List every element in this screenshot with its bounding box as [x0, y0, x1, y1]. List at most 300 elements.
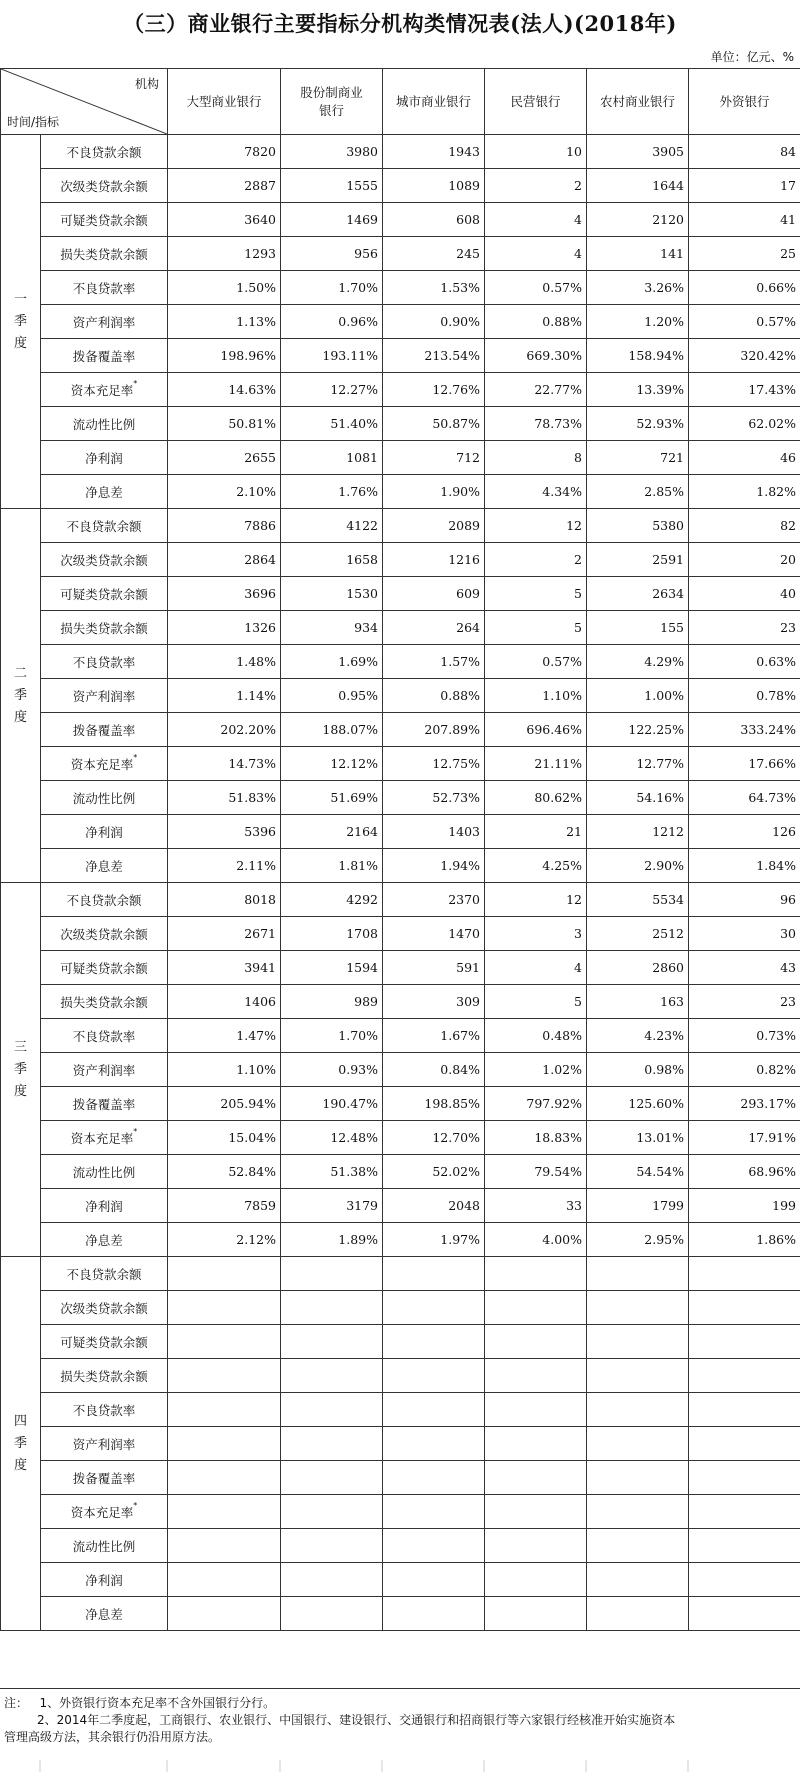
value-cell-foreign-banks: 1.82% [689, 475, 800, 509]
indicator-label: 资本充足率 [70, 382, 134, 398]
table-row [1, 1597, 800, 1631]
value-cell-city-banks [383, 1393, 485, 1427]
value-cell-rural-banks [587, 1563, 689, 1597]
value-cell-city-banks: 609 [383, 577, 485, 611]
column-header-city-banks: 城市商业银行 [383, 69, 485, 135]
indicator-label: 净息差 [85, 1606, 123, 1622]
value-cell-private-banks: 4 [485, 951, 587, 985]
indicator-label: 净利润 [85, 1198, 123, 1214]
indicator-label: 损失类贷款余额 [60, 1368, 148, 1384]
value-cell-city-banks: 264 [383, 611, 485, 645]
value-cell-private-banks: 78.73% [485, 407, 587, 441]
value-cell-joint-stock-banks: 1708 [281, 917, 383, 951]
value-cell-private-banks: 696.46% [485, 713, 587, 747]
value-cell-large-banks: 51.83% [168, 781, 281, 815]
value-cell-rural-banks [587, 1427, 689, 1461]
value-cell-private-banks: 18.83% [485, 1121, 587, 1155]
value-cell-joint-stock-banks [281, 1325, 383, 1359]
indicator-label: 净利润 [85, 450, 123, 466]
value-cell-large-banks [168, 1597, 281, 1631]
value-cell-joint-stock-banks: 1555 [281, 169, 383, 203]
value-cell-private-banks: 12 [485, 883, 587, 917]
value-cell-joint-stock-banks: 1.69% [281, 645, 383, 679]
value-cell-large-banks: 1.48% [168, 645, 281, 679]
indicator-label-cell [41, 135, 168, 169]
value-cell-city-banks: 309 [383, 985, 485, 1019]
table-row [1, 1427, 800, 1461]
value-cell-private-banks [485, 1359, 587, 1393]
value-cell-foreign-banks [689, 1495, 800, 1529]
indicator-label: 可疑类贷款余额 [60, 212, 148, 228]
value-cell-city-banks: 1.67% [383, 1019, 485, 1053]
value-cell-foreign-banks: 17.43% [689, 373, 800, 407]
value-cell-rural-banks: 3905 [587, 135, 689, 169]
value-cell-city-banks: 608 [383, 203, 485, 237]
value-cell-foreign-banks: 82 [689, 509, 800, 543]
value-cell-city-banks: 198.85% [383, 1087, 485, 1121]
value-cell-private-banks: 33 [485, 1189, 587, 1223]
indicator-label-cell [41, 1461, 168, 1495]
value-cell-private-banks: 0.88% [485, 305, 587, 339]
value-cell-joint-stock-banks: 989 [281, 985, 383, 1019]
table-row [1, 1019, 800, 1053]
value-cell-joint-stock-banks: 4122 [281, 509, 383, 543]
indicator-label-cell [41, 1495, 168, 1529]
indicator-label: 拨备覆盖率 [72, 722, 136, 738]
indicator-label-cell [41, 237, 168, 271]
value-cell-joint-stock-banks: 188.07% [281, 713, 383, 747]
value-cell-private-banks: 5 [485, 611, 587, 645]
indicator-label-cell [41, 951, 168, 985]
value-cell-private-banks: 5 [485, 985, 587, 1019]
value-cell-joint-stock-banks: 3179 [281, 1189, 383, 1223]
value-cell-private-banks: 5 [485, 577, 587, 611]
indicator-label-cell [41, 271, 168, 305]
indicator-label-cell [41, 645, 168, 679]
indicator-label: 拨备覆盖率 [72, 348, 136, 364]
value-cell-city-banks [383, 1257, 485, 1291]
value-cell-private-banks: 2 [485, 543, 587, 577]
value-cell-joint-stock-banks: 12.12% [281, 747, 383, 781]
indicator-label: 不良贷款余额 [66, 144, 142, 160]
indicator-label-cell [41, 1121, 168, 1155]
column-header-foreign-banks: 外资银行 [689, 69, 800, 135]
indicator-label: 可疑类贷款余额 [60, 960, 148, 976]
value-cell-large-banks [168, 1461, 281, 1495]
value-cell-rural-banks: 2591 [587, 543, 689, 577]
value-cell-foreign-banks: 333.24% [689, 713, 800, 747]
value-cell-private-banks: 797.92% [485, 1087, 587, 1121]
value-cell-rural-banks: 1.00% [587, 679, 689, 713]
value-cell-joint-stock-banks [281, 1291, 383, 1325]
value-cell-foreign-banks: 20 [689, 543, 800, 577]
indicator-label: 净息差 [85, 858, 123, 874]
value-cell-joint-stock-banks: 1081 [281, 441, 383, 475]
indicator-label-cell [41, 1155, 168, 1189]
table-row [1, 1325, 800, 1359]
table-row [1, 1563, 800, 1597]
value-cell-city-banks: 0.90% [383, 305, 485, 339]
quarter-label-char: 一 [13, 291, 27, 307]
value-cell-joint-stock-banks [281, 1461, 383, 1495]
value-cell-foreign-banks: 17.66% [689, 747, 800, 781]
value-cell-foreign-banks: 17.91% [689, 1121, 800, 1155]
value-cell-city-banks: 213.54% [383, 339, 485, 373]
value-cell-large-banks: 52.84% [168, 1155, 281, 1189]
value-cell-joint-stock-banks [281, 1393, 383, 1427]
quarter-label-cell [1, 135, 41, 509]
value-cell-rural-banks: 3.26% [587, 271, 689, 305]
indicator-label: 损失类贷款余额 [60, 994, 148, 1010]
value-cell-private-banks [485, 1495, 587, 1529]
value-cell-foreign-banks: 0.66% [689, 271, 800, 305]
value-cell-foreign-banks: 84 [689, 135, 800, 169]
value-cell-city-banks: 12.75% [383, 747, 485, 781]
indicator-label: 资产利润率 [72, 1062, 136, 1078]
value-cell-rural-banks [587, 1325, 689, 1359]
table-row [1, 305, 800, 339]
value-cell-large-banks: 7820 [168, 135, 281, 169]
value-cell-private-banks: 2 [485, 169, 587, 203]
value-cell-large-banks [168, 1325, 281, 1359]
value-cell-city-banks: 1943 [383, 135, 485, 169]
quarter-label-cell [1, 509, 41, 883]
indicator-label-cell [41, 475, 168, 509]
value-cell-foreign-banks [689, 1461, 800, 1495]
value-cell-foreign-banks [689, 1393, 800, 1427]
value-cell-joint-stock-banks: 51.40% [281, 407, 383, 441]
value-cell-foreign-banks: 17 [689, 169, 800, 203]
value-cell-rural-banks: 141 [587, 237, 689, 271]
value-cell-joint-stock-banks: 51.38% [281, 1155, 383, 1189]
indicator-label-cell [41, 1257, 168, 1291]
indicator-label-cell [41, 1563, 168, 1597]
column-header-private-banks: 民营银行 [485, 69, 587, 135]
value-cell-joint-stock-banks: 1.70% [281, 1019, 383, 1053]
value-cell-large-banks: 14.73% [168, 747, 281, 781]
asterisk-mark: * [133, 1500, 138, 1510]
value-cell-city-banks [383, 1563, 485, 1597]
asterisk-mark: * [133, 1126, 138, 1136]
indicator-label-cell [41, 1325, 168, 1359]
indicator-label: 不良贷款余额 [66, 518, 142, 534]
value-cell-rural-banks: 1.20% [587, 305, 689, 339]
value-cell-city-banks: 1216 [383, 543, 485, 577]
value-cell-city-banks [383, 1359, 485, 1393]
quarter-label-char: 三 [13, 1039, 27, 1055]
value-cell-large-banks: 1.50% [168, 271, 281, 305]
value-cell-large-banks: 2887 [168, 169, 281, 203]
indicator-label: 资产利润率 [72, 688, 136, 704]
value-cell-joint-stock-banks: 934 [281, 611, 383, 645]
indicator-label-cell [41, 747, 168, 781]
value-cell-large-banks [168, 1563, 281, 1597]
value-cell-foreign-banks: 43 [689, 951, 800, 985]
value-cell-rural-banks: 0.98% [587, 1053, 689, 1087]
quarter-label-char: 四 [13, 1413, 27, 1429]
value-cell-private-banks: 4 [485, 203, 587, 237]
value-cell-rural-banks: 4.29% [587, 645, 689, 679]
value-cell-city-banks: 2048 [383, 1189, 485, 1223]
value-cell-rural-banks: 2634 [587, 577, 689, 611]
table-row [1, 1529, 800, 1563]
value-cell-rural-banks: 125.60% [587, 1087, 689, 1121]
quarter-label-cell [1, 1257, 41, 1631]
value-cell-rural-banks [587, 1461, 689, 1495]
value-cell-foreign-banks: 0.63% [689, 645, 800, 679]
table-row [1, 1393, 800, 1427]
table-row [1, 271, 800, 305]
indicator-label: 资产利润率 [72, 314, 136, 330]
value-cell-rural-banks: 2120 [587, 203, 689, 237]
value-cell-foreign-banks: 96 [689, 883, 800, 917]
column-header-label: 股份制商业银行 [300, 84, 363, 118]
value-cell-private-banks: 4.25% [485, 849, 587, 883]
table-row [1, 1257, 800, 1291]
value-cell-rural-banks: 1644 [587, 169, 689, 203]
indicator-label-cell [41, 1223, 168, 1257]
indicator-label-cell [41, 203, 168, 237]
value-cell-private-banks: 21 [485, 815, 587, 849]
indicator-label: 资本充足率 [70, 756, 134, 772]
asterisk-mark: * [133, 752, 138, 762]
value-cell-large-banks: 3941 [168, 951, 281, 985]
table-row [1, 1461, 800, 1495]
value-cell-city-banks [383, 1461, 485, 1495]
indicator-label: 可疑类贷款余额 [60, 1334, 148, 1350]
value-cell-large-banks: 2.10% [168, 475, 281, 509]
value-cell-city-banks: 1.90% [383, 475, 485, 509]
table-row [1, 475, 800, 509]
value-cell-city-banks [383, 1495, 485, 1529]
value-cell-large-banks [168, 1257, 281, 1291]
value-cell-large-banks: 8018 [168, 883, 281, 917]
indicator-label-cell [41, 815, 168, 849]
value-cell-city-banks: 52.02% [383, 1155, 485, 1189]
indicator-label-cell [41, 1019, 168, 1053]
quarter-label-char: 二 [13, 665, 27, 681]
value-cell-joint-stock-banks [281, 1495, 383, 1529]
value-cell-rural-banks: 54.16% [587, 781, 689, 815]
table-row [1, 339, 800, 373]
table-row [1, 1359, 800, 1393]
value-cell-joint-stock-banks: 1.89% [281, 1223, 383, 1257]
value-cell-joint-stock-banks [281, 1359, 383, 1393]
indicator-label: 不良贷款率 [72, 1402, 136, 1418]
note-2-line-b: 管理高级方法，其余银行仍沿用原方法。 [4, 1730, 221, 1744]
value-cell-private-banks: 4.00% [485, 1223, 587, 1257]
value-cell-city-banks: 12.70% [383, 1121, 485, 1155]
value-cell-rural-banks: 52.93% [587, 407, 689, 441]
table-row [1, 1121, 800, 1155]
table-row [1, 1223, 800, 1257]
value-cell-city-banks: 1.53% [383, 271, 485, 305]
value-cell-joint-stock-banks: 4292 [281, 883, 383, 917]
value-cell-private-banks: 1.02% [485, 1053, 587, 1087]
value-cell-city-banks: 1.94% [383, 849, 485, 883]
value-cell-city-banks: 12.76% [383, 373, 485, 407]
page-title: （三）商业银行主要指标分机构类情况表(法人)(2018年) [123, 11, 677, 36]
value-cell-city-banks: 712 [383, 441, 485, 475]
value-cell-private-banks: 21.11% [485, 747, 587, 781]
value-cell-large-banks: 2.12% [168, 1223, 281, 1257]
quarter-label-cell [1, 883, 41, 1257]
table-row [1, 407, 800, 441]
value-cell-foreign-banks: 23 [689, 985, 800, 1019]
indicator-label: 资本充足率 [70, 1130, 134, 1146]
value-cell-foreign-banks [689, 1427, 800, 1461]
value-cell-city-banks: 1470 [383, 917, 485, 951]
indicator-label-cell [41, 849, 168, 883]
value-cell-city-banks: 0.84% [383, 1053, 485, 1087]
value-cell-foreign-banks [689, 1597, 800, 1631]
corner-label-institution: 机构 [134, 77, 159, 91]
indicator-label-cell [41, 1189, 168, 1223]
quarter-label-char: 季 [13, 1435, 27, 1451]
value-cell-large-banks [168, 1291, 281, 1325]
value-cell-private-banks: 3 [485, 917, 587, 951]
table-row [1, 373, 800, 407]
table-row [1, 951, 800, 985]
value-cell-city-banks [383, 1325, 485, 1359]
value-cell-joint-stock-banks: 3980 [281, 135, 383, 169]
value-cell-foreign-banks [689, 1291, 800, 1325]
value-cell-joint-stock-banks [281, 1597, 383, 1631]
value-cell-joint-stock-banks [281, 1427, 383, 1461]
value-cell-large-banks [168, 1393, 281, 1427]
table-row [1, 1291, 800, 1325]
value-cell-foreign-banks: 46 [689, 441, 800, 475]
value-cell-joint-stock-banks [281, 1563, 383, 1597]
value-cell-large-banks: 1.47% [168, 1019, 281, 1053]
table-row [1, 203, 800, 237]
value-cell-rural-banks: 1212 [587, 815, 689, 849]
value-cell-private-banks [485, 1257, 587, 1291]
value-cell-private-banks: 12 [485, 509, 587, 543]
indicator-label: 不良贷款率 [72, 654, 136, 670]
table-row [1, 985, 800, 1019]
value-cell-city-banks: 245 [383, 237, 485, 271]
value-cell-joint-stock-banks: 12.48% [281, 1121, 383, 1155]
quarter-label-char: 季 [13, 687, 27, 703]
value-cell-joint-stock-banks: 1658 [281, 543, 383, 577]
value-cell-joint-stock-banks: 1.81% [281, 849, 383, 883]
value-cell-joint-stock-banks: 0.95% [281, 679, 383, 713]
value-cell-rural-banks [587, 1359, 689, 1393]
value-cell-rural-banks [587, 1257, 689, 1291]
indicator-label: 净利润 [85, 1572, 123, 1588]
value-cell-city-banks: 1403 [383, 815, 485, 849]
value-cell-city-banks [383, 1427, 485, 1461]
value-cell-joint-stock-banks [281, 1529, 383, 1563]
indicator-label: 不良贷款率 [72, 280, 136, 296]
indicator-label: 损失类贷款余额 [60, 620, 148, 636]
table-row [1, 543, 800, 577]
indicator-label: 不良贷款余额 [66, 1266, 142, 1282]
value-cell-city-banks: 1.97% [383, 1223, 485, 1257]
value-cell-large-banks: 2671 [168, 917, 281, 951]
value-cell-private-banks: 0.48% [485, 1019, 587, 1053]
value-cell-rural-banks: 2512 [587, 917, 689, 951]
quarter-label-char: 度 [13, 1457, 27, 1473]
value-cell-private-banks [485, 1563, 587, 1597]
indicator-label-cell [41, 577, 168, 611]
value-cell-foreign-banks: 0.82% [689, 1053, 800, 1087]
value-cell-rural-banks: 5380 [587, 509, 689, 543]
indicator-label-cell [41, 407, 168, 441]
value-cell-rural-banks [587, 1291, 689, 1325]
table-row [1, 849, 800, 883]
value-cell-joint-stock-banks: 12.27% [281, 373, 383, 407]
value-cell-private-banks: 1.10% [485, 679, 587, 713]
table-row [1, 611, 800, 645]
quarter-label-char: 度 [13, 1083, 27, 1099]
value-cell-city-banks: 207.89% [383, 713, 485, 747]
value-cell-large-banks [168, 1529, 281, 1563]
value-cell-city-banks [383, 1529, 485, 1563]
unit-label: 单位：亿元、% [710, 50, 794, 64]
indicator-label-cell [41, 917, 168, 951]
value-cell-foreign-banks: 0.73% [689, 1019, 800, 1053]
indicator-label-cell [41, 1359, 168, 1393]
quarter-label-char: 度 [13, 709, 27, 725]
table-row [1, 169, 800, 203]
value-cell-foreign-banks: 199 [689, 1189, 800, 1223]
corner-header-cell [1, 69, 168, 135]
table-row [1, 237, 800, 271]
value-cell-foreign-banks: 23 [689, 611, 800, 645]
indicator-label-cell [41, 1529, 168, 1563]
value-cell-private-banks: 22.77% [485, 373, 587, 407]
table-row [1, 645, 800, 679]
value-cell-large-banks: 5396 [168, 815, 281, 849]
value-cell-rural-banks: 2.90% [587, 849, 689, 883]
value-cell-large-banks: 14.63% [168, 373, 281, 407]
value-cell-foreign-banks: 68.96% [689, 1155, 800, 1189]
value-cell-city-banks: 52.73% [383, 781, 485, 815]
value-cell-private-banks: 669.30% [485, 339, 587, 373]
value-cell-large-banks: 198.96% [168, 339, 281, 373]
indicator-label-cell [41, 509, 168, 543]
value-cell-foreign-banks: 0.57% [689, 305, 800, 339]
value-cell-rural-banks: 158.94% [587, 339, 689, 373]
indicator-label: 次级类贷款余额 [60, 178, 148, 194]
value-cell-rural-banks [587, 1495, 689, 1529]
indicator-label-cell [41, 339, 168, 373]
value-cell-private-banks: 0.57% [485, 271, 587, 305]
value-cell-foreign-banks: 40 [689, 577, 800, 611]
value-cell-large-banks: 202.20% [168, 713, 281, 747]
value-cell-joint-stock-banks: 0.96% [281, 305, 383, 339]
value-cell-rural-banks: 12.77% [587, 747, 689, 781]
value-cell-city-banks: 591 [383, 951, 485, 985]
table-row [1, 883, 800, 917]
value-cell-large-banks: 2655 [168, 441, 281, 475]
indicator-label: 损失类贷款余额 [60, 246, 148, 262]
value-cell-rural-banks: 721 [587, 441, 689, 475]
indicator-label-cell [41, 543, 168, 577]
value-cell-city-banks: 1.57% [383, 645, 485, 679]
value-cell-foreign-banks: 1.84% [689, 849, 800, 883]
indicator-label: 拨备覆盖率 [72, 1470, 136, 1486]
table-row [1, 509, 800, 543]
indicator-label-cell [41, 985, 168, 1019]
indicator-label: 次级类贷款余额 [60, 552, 148, 568]
value-cell-large-banks: 2864 [168, 543, 281, 577]
indicator-label-cell [41, 1291, 168, 1325]
indicator-label-cell [41, 679, 168, 713]
value-cell-rural-banks: 155 [587, 611, 689, 645]
